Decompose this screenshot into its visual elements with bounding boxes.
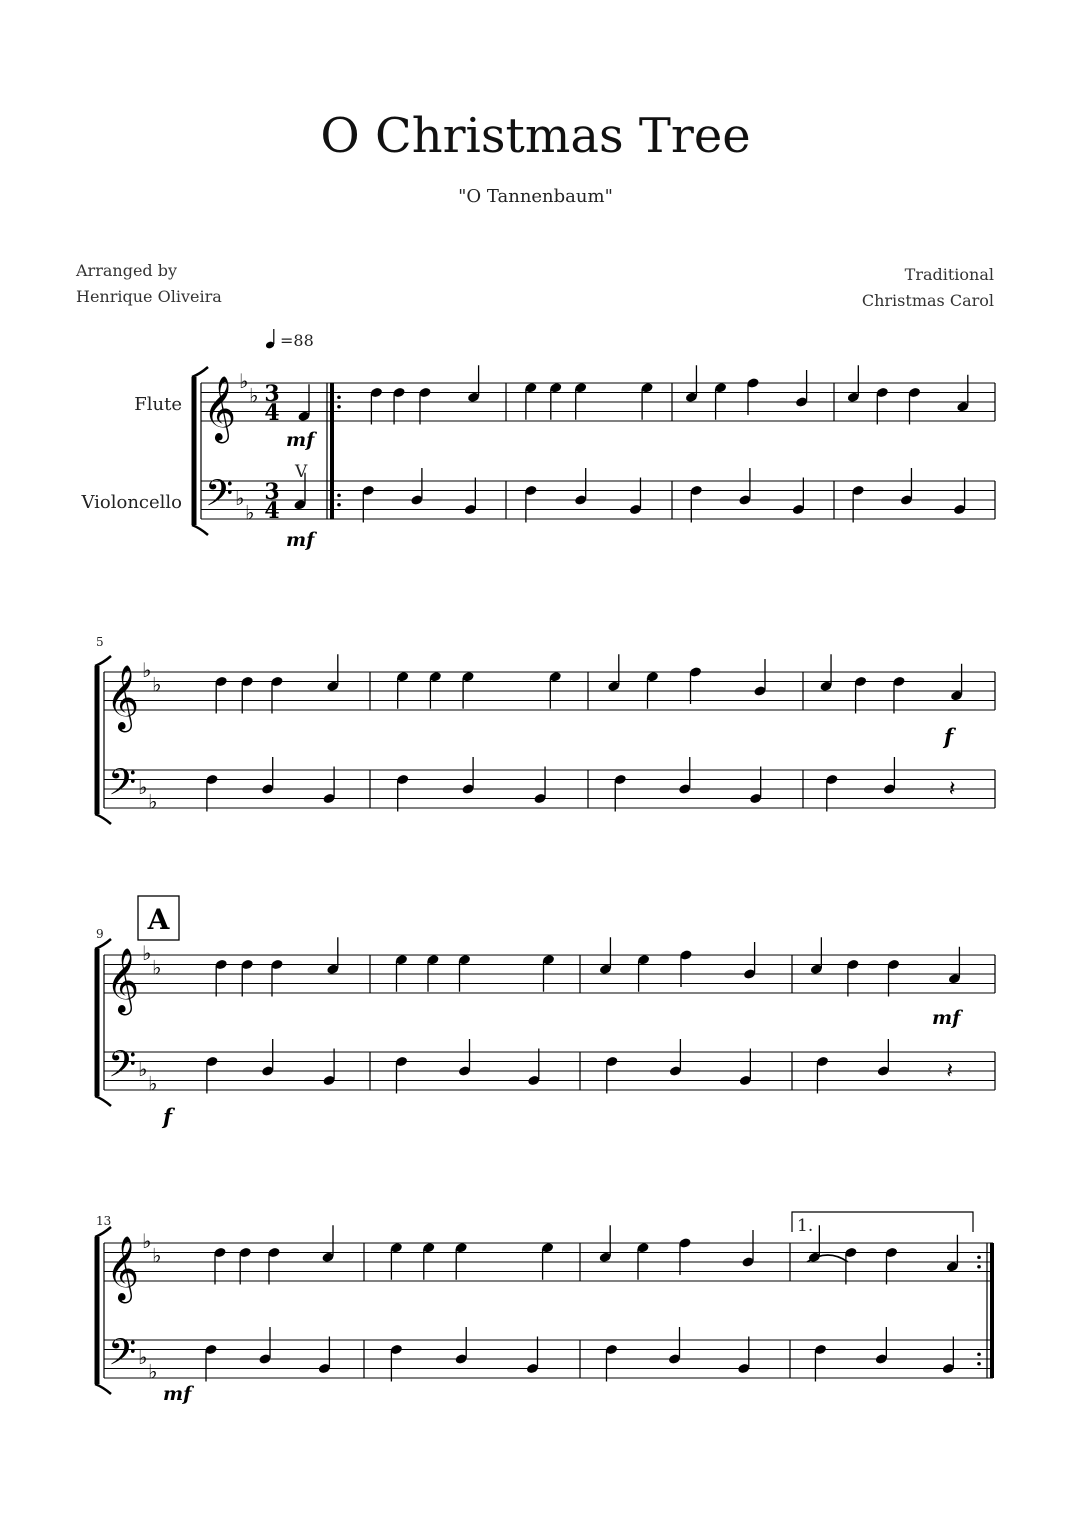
dynamic-f-flute: f: [944, 724, 954, 749]
flat-icon: ♭: [148, 1071, 158, 1096]
upbow-mark: V: [295, 462, 308, 482]
flat-icon: ♭: [148, 789, 158, 814]
treble-clef-icon: 𝄞: [106, 1236, 140, 1301]
instrument-name-flute: Flute: [134, 394, 182, 415]
flat-icon: ♭: [245, 500, 255, 525]
dynamic-mf-flute-m12: mf: [932, 1007, 961, 1029]
measure-number-9: 9: [96, 927, 104, 941]
treble-clef-icon: 𝄞: [203, 376, 237, 441]
flat-icon: ♭: [152, 1243, 162, 1268]
flute-staff: [104, 1225, 993, 1303]
flat-icon: ♭: [152, 672, 162, 697]
volta-label: 1.: [797, 1216, 814, 1236]
bass-clef-icon: 𝄢: [108, 761, 137, 813]
instrument-name-cello: Violoncello: [81, 492, 182, 513]
arranger-name: Henrique Oliveira: [76, 287, 222, 306]
system-2: [95, 654, 995, 824]
flat-icon: ♭: [138, 1057, 148, 1081]
arranger-label: Arranged by: [76, 261, 178, 280]
measure-number-5: 5: [96, 635, 104, 649]
flat-icon: ♭: [235, 486, 245, 510]
measure-number-13: 13: [96, 1214, 112, 1228]
bass-clef-icon: 𝄢: [205, 472, 234, 524]
rehearsal-mark-label: A: [147, 903, 170, 936]
treble-clef-icon: 𝄞: [106, 665, 140, 730]
flat-icon: ♭: [142, 941, 152, 965]
time-signature-top: 3: [264, 381, 280, 407]
composer-name: Christmas Carol: [861, 291, 994, 310]
flat-icon: ♭: [138, 1345, 148, 1369]
flute-staff: [104, 937, 995, 1015]
flat-icon: ♭: [142, 1229, 152, 1253]
page-title: O Christmas Tree: [320, 108, 751, 164]
quarter-rest-icon: 𝄽: [948, 777, 956, 802]
time-signature-top: 3: [264, 479, 280, 505]
time-signature-bottom: 4: [264, 498, 280, 524]
flute-staff: [201, 365, 995, 443]
dynamic-mf-cello: mf: [286, 529, 315, 551]
flat-icon: ♭: [138, 775, 148, 799]
treble-clef-icon: 𝄞: [106, 948, 140, 1013]
bass-clef-icon: 𝄢: [108, 1331, 137, 1383]
quarter-rest-icon: 𝄽: [946, 1059, 954, 1084]
bass-clef-icon: 𝄢: [108, 1043, 137, 1095]
flat-icon: ♭: [249, 383, 259, 408]
tempo-value: =88: [280, 331, 314, 350]
flat-icon: ♭: [142, 658, 152, 682]
rehearsal-mark-a: [138, 896, 179, 940]
flat-icon: ♭: [152, 955, 162, 980]
system-3: [95, 937, 995, 1106]
composer-label: Traditional: [904, 265, 994, 284]
system-4: [95, 1225, 993, 1394]
page-subtitle: "O Tannenbaum": [458, 186, 613, 207]
cello-staff: [104, 757, 995, 813]
cello-staff: [201, 468, 995, 524]
tempo-marking: [265, 329, 314, 350]
dynamic-mf-cello-m13: mf: [163, 1383, 192, 1405]
flat-icon: ♭: [148, 1359, 158, 1384]
dynamic-mf-flute: mf: [286, 429, 315, 451]
flute-staff: [104, 654, 995, 732]
dynamic-f-cello: f: [163, 1104, 173, 1129]
cello-staff: [104, 1039, 995, 1095]
flat-icon: ♭: [239, 369, 249, 393]
time-signature-bottom: 4: [264, 400, 280, 426]
cello-staff: [104, 1327, 993, 1383]
